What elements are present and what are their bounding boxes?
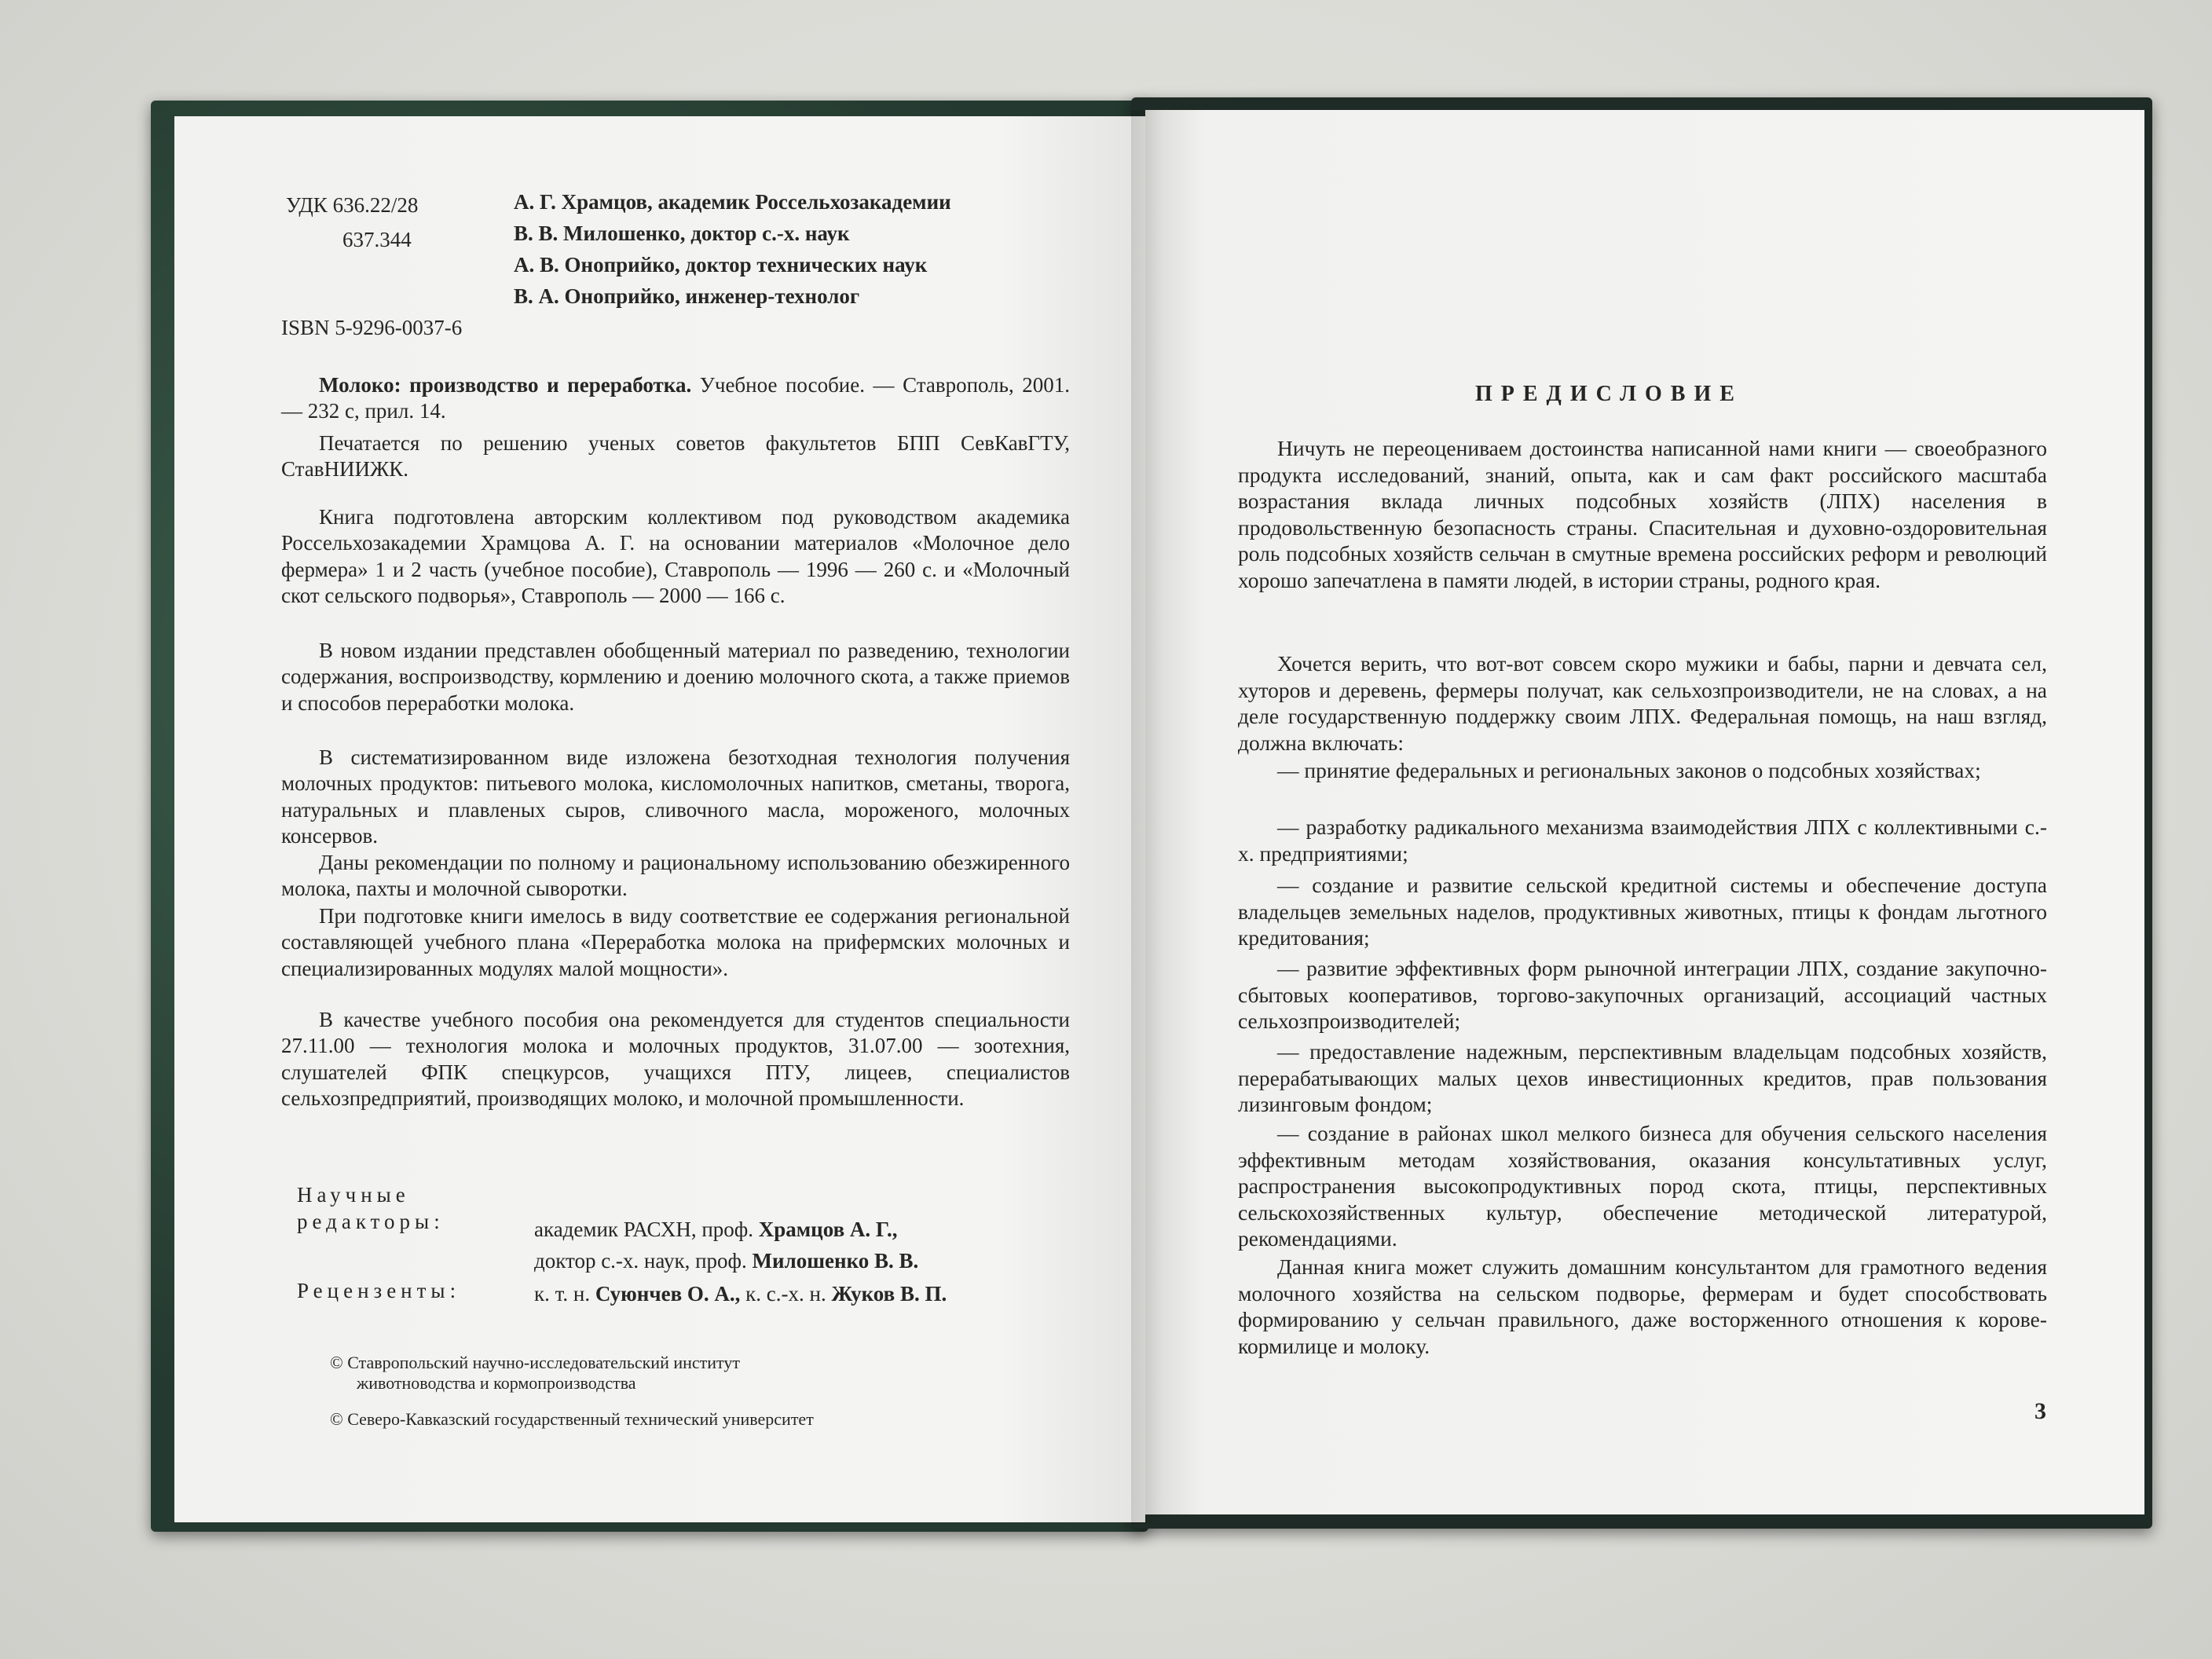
abstract-paragraph-2: В новом издании представлен обобщенный материал по разведению, технологии содержания, воспроизводству, кормлению и доению молочного скота, а также приемов и способов переработки молока. [281, 639, 1070, 715]
abstract-paragraph-6: В качестве учебного пособия она рекомендуется для студентов специальности 27.11.00 — технология молока и молочных продуктов, 31.07.00 — зоотехния, слушателей ФПК спецкурсов, учащихся ПТУ, лицеев, специалистов сельхозпредприятий, производящих молоко, и молочной промышленности. [281, 1008, 1070, 1111]
editors-label-line-2: редакторы: [297, 1210, 445, 1233]
reviewers-label: Рецензенты: [297, 1279, 461, 1302]
bibliographic-details: Учебное пособие. — Ставрополь, 2001. — 232 с, прил. 14. [281, 373, 1070, 423]
editor-2-name: Милошенко В. В. [752, 1249, 919, 1273]
abstract-paragraph-1: Книга подготовлена авторским коллективом под руководством академика Россельхозакадемии Храмцова А. Г. на основании материалов «Молочное дело фермера» 1 и 2 часть (учебное пособие), Ставрополь — 1996 — 260 с. и «Молочный скот сельского подворья», Ставрополь — 2000 — 166 с. [281, 505, 1070, 608]
preface-heading: ПРЕДИСЛОВИЕ [1475, 382, 1743, 406]
copyright-1-line-1: © Ставропольский научно-исследовательский институт [330, 1353, 740, 1372]
preface-paragraph-3: Данная книга может служить домашним консультантом для грамотного ведения молочного хозяйства на сельском подворье, фермерам и будет способствовать формированию у сельчан правильного, даже восторженного отношения к корове-кормилице и молоку. [1238, 1254, 2047, 1358]
reviewer-2-title: к. с.-х. н. [740, 1282, 832, 1306]
preface-list-item-5: — предоставление надежным, перспективным владельцам подсобных хозяйств, перерабатывающих малых цехов инвестиционных кредитов, прав пользования лизинговым фондом; [1238, 1039, 2047, 1117]
editor-1-title: академик РАСХН, проф. [534, 1218, 759, 1241]
bibliographic-description [281, 372, 1070, 425]
preface-list-item-2: — разработку радикального механизма взаимодействия ЛПХ с коллективными с.-х. предприятиями; [1238, 815, 2047, 866]
preface-paragraph-1: Ничуть не переоцениваем достоинства написанной нами книги — своеобразного продукта исследований, знаний, опыта, как и сам факт российского масштаба возрастания вклада личных подсобных хозяйств (ЛПХ) населения в продовольственную безопасность страны. Спасительная и духовно-оздоровительная роль подсобных хозяйств сельчан в смутные времена российских реформ и революций хорошо запечатлена в памяти людей, в истории страны, родного края. [1238, 436, 2047, 592]
editor-2 [534, 1247, 918, 1274]
copyright-2: © Северо-Кавказский государственный технический университет [330, 1409, 814, 1429]
author-4: В. А. Оноприйко, инженер-технолог [514, 284, 860, 308]
reviewer-1-title: к. т. н. [534, 1282, 595, 1306]
book-gutter-shadow [1131, 110, 1163, 1524]
preface-list-item-1: — принятие федеральных и региональных законов о подсобных хозяйствах; [1277, 758, 1981, 782]
book-title: Молоко: производство и переработка. [319, 373, 692, 397]
print-note: Печатается по решению ученых советов факультетов БПП СевКавГТУ, СтавНИИЖК. [281, 431, 1070, 482]
reviewers [534, 1280, 947, 1307]
udc-line-2: 637.344 [342, 228, 412, 251]
left-page [174, 116, 1145, 1522]
editor-1 [534, 1216, 898, 1243]
preface-list-item-6: — создание в районах школ мелкого бизнеса для обучения сельского населения эффективным методам хозяйствования, оказания консультативных услуг, распространения высокопродуктивных пород скота, птицы, перспективных сельскохозяйственных культур, обеспечение методической литературой, рекомендациями. [1238, 1121, 2047, 1251]
copyright-1-line-2: животноводства и кормопроизводства [357, 1373, 636, 1393]
udc-line-1: УДК 636.22/28 [286, 193, 419, 217]
abstract-paragraph-4: Даны рекомендации по полному и рациональному использованию обезжиренного молока, пахты и молочной сыворотки. [281, 851, 1070, 901]
author-1: А. Г. Храмцов, академик Россельхозакадемии [514, 190, 951, 214]
abstract-paragraph-5: При подготовке книги имелось в виду соответствие ее содержания региональной составляющей учебного плана «Переработка молока на прифермских молочных и специализированных модулях малой мощности». [281, 904, 1070, 980]
isbn: ISBN 5-9296-0037-6 [281, 316, 463, 339]
right-page [1145, 110, 2144, 1514]
author-3: А. В. Оноприйко, доктор технических наук [514, 253, 928, 276]
author-2: В. В. Милошенко, доктор с.-х. наук [514, 222, 850, 245]
reviewer-1-name: Суюнчев О. А., [595, 1282, 741, 1306]
editor-2-title: доктор с.-х. наук, проф. [534, 1249, 753, 1273]
page-number: 3 [2034, 1398, 2046, 1424]
preface-paragraph-2: Хочется верить, что вот-вот совсем скоро мужики и бабы, парни и девчата сел, хуторов и деревень, фермеры получат, как сельхозпроизводители, не на словах, а на деле государственную поддержку своим ЛПХ. Федеральная помощь, на наш взгляд, должна включать: [1238, 651, 2047, 755]
abstract-paragraph-3: В систематизированном виде изложена безотходная технология получения молочных продуктов: питьевого молока, кисломолочных напитков, сметаны, творога, натуральных и плавленых сыров, сливочного масла, мороженого, молочных консервов. [281, 745, 1070, 848]
preface-list-item-4: — развитие эффективных форм рыночной интеграции ЛПХ, создание закупочно-сбытовых кооперативов, торгово-закупочных организаций, ассоциаций частных сельхозпроизводителей; [1238, 956, 2047, 1034]
editors-label-line-1: Научные [297, 1183, 410, 1207]
editor-1-name: Храмцов А. Г., [758, 1218, 898, 1241]
reviewer-2-name: Жуков В. П. [831, 1282, 947, 1306]
preface-list-item-3: — создание и развитие сельской кредитной системы и обеспечение доступа владельцев земельных наделов, продуктивных животных, птицы к фондам льготного кредитования; [1238, 873, 2047, 950]
